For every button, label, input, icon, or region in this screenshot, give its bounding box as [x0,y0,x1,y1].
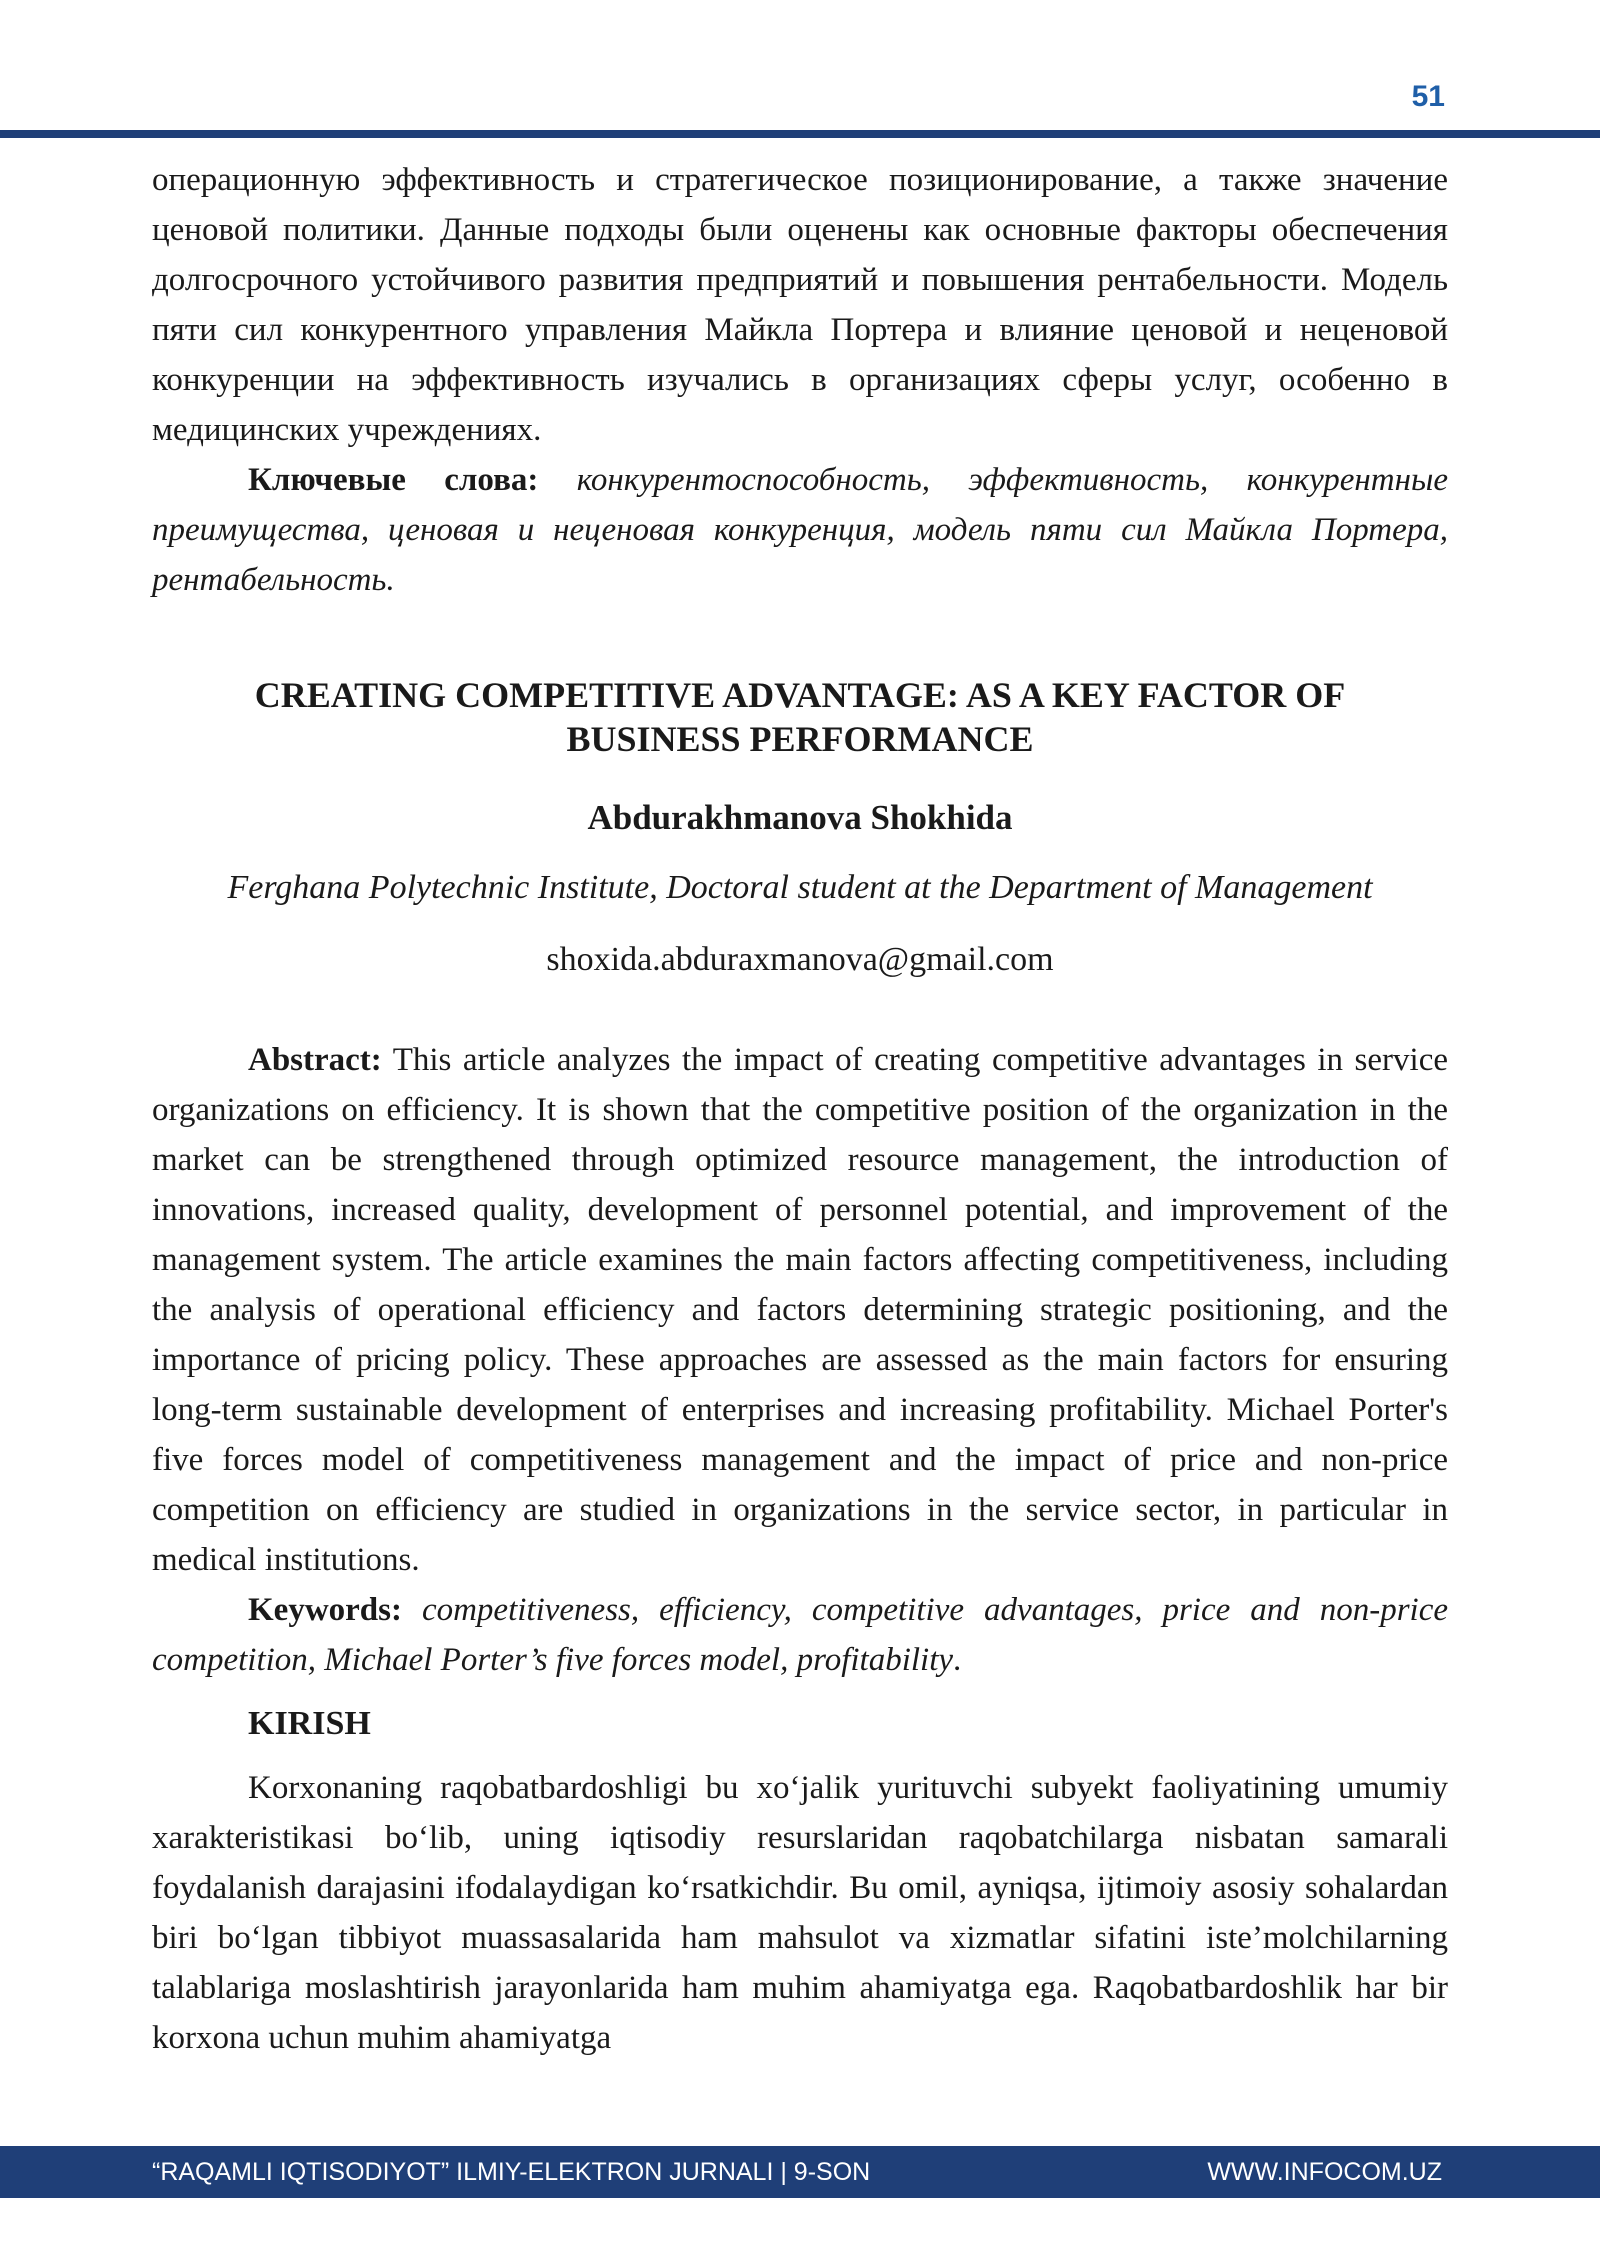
abstract-text: This article analyzes the impact of creating competitive advantages in service organizations on efficiency. It is shown that the competitive position of the organization in the market can be strengthened through optimized resource management, the introduction of innovations, increased quality, development of personnel potential, and improvement of the management system. The article examines the main factors affecting competitiveness, including the analysis of operational efficiency and factors determining strategic positioning, and the importance of pricing policy. These approaches are assessed as the main factors for ensuring long-term sustainable development of enterprises and increasing profitability. Michael Porter's five forces model of competitiveness management and the impact of price and non-price competition on efficiency are studied in organizations in the service sector, in particular in medical institutions. [152,1042,1448,1578]
english-keywords-label: Keywords: [248,1592,402,1628]
russian-keywords-label: Ключевые слова: [248,462,539,498]
page-number: 51 [1411,80,1445,113]
author-affiliation: Ferghana Polytechnic Institute, Doctoral student at the Department of Management [227,869,1373,906]
footer-website-link[interactable]: WWW.INFOCOM.UZ [1207,2158,1442,2186]
english-keywords [152,1585,1448,1685]
russian-keywords [152,455,1448,605]
abstract-label: Abstract: [248,1042,382,1078]
body-paragraph: Korxonaning raqobatbardoshligi bu xo‘jalik yurituvchi subyekt faoliyatining umumiy xarakteristikasi bo‘lib, uning iqtisodiy resurslaridan raqobatchilarga nisbatan samarali foydalanish darajasini ifodalaydigan ko‘rsatkichdir. Bu omil, ayniqsa, ijtimoiy asosiy sohalardan biri bo‘lgan tibbiyot muassasalarida ham mahsulot va xizmatlar sifatini iste’molchilarning talablariga moslashtirish jarayonlarida ham muhim ahamiyatga ega. Raqobatbardoshlik har bir korxona uchun muhim ahamiyatga [152,1770,1448,2056]
page-content [152,155,1448,2063]
footer-journal-name: “RAQAMLI IQTISODIYOT” ILMIY-ELEKTRON JURNALI | 9-SON [152,2158,871,2186]
abstract-paragraph [152,1035,1448,1585]
author-name: Abdurakhmanova Shokhida [587,798,1013,837]
russian-keywords-text: конкурентоспособность, эффективность, конкурентные преимущества, ценовая и неценовая конкуренция, модель пяти сил Майкла Портера, рентабельность. [152,462,1448,598]
article-title: CREATING COMPETITIVE ADVANTAGE: AS A KEY FACTOR OF BUSINESS PERFORMANCE [254,675,1346,759]
author-email: shoxida.abduraxmanova@gmail.com [546,941,1054,978]
header-rule [0,130,1600,138]
english-keywords-end: . [953,1642,962,1678]
section-heading: KIRISH [248,1705,371,1742]
footer-band [0,2146,1600,2198]
carryover-paragraph: операционную эффективность и стратегическое позиционирование, а также значение ценовой политики. Данные подходы были оценены как основные факторы обеспечения долгосрочного устойчивого развития предприятий и повышения рентабельности. Модель пяти сил конкурентного управления Майкла Портера и влияние ценовой и неценовой конкуренции на эффективность изучались в организациях сферы услуг, особенно в медицинских учреждениях. [152,162,1448,448]
english-keywords-text: competitiveness, efficiency, competitive advantages, price and non-price competition, Michael Porter’s five forces model, profitability [152,1592,1448,1678]
